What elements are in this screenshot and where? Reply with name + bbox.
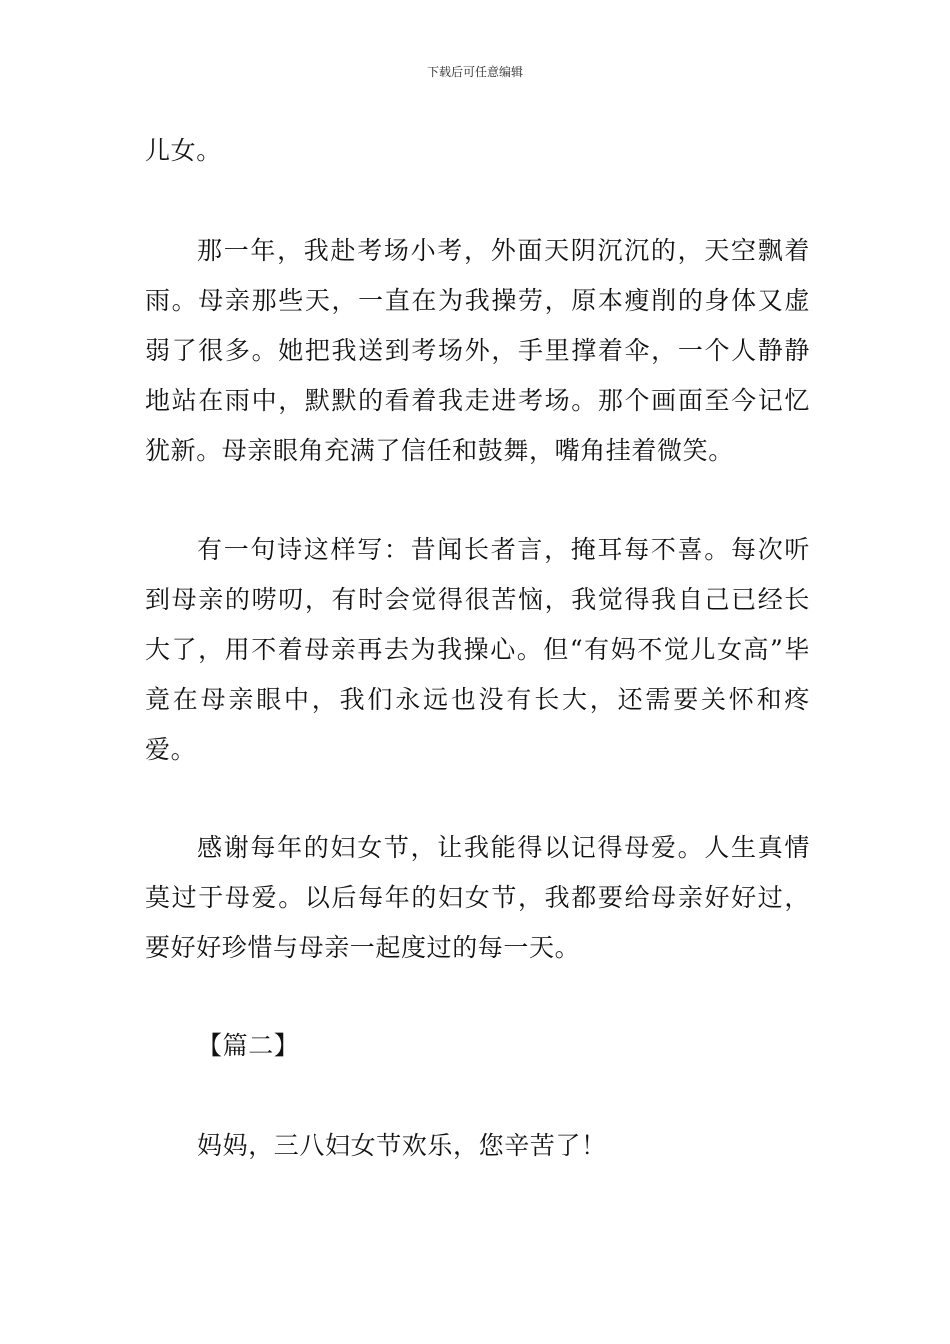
page-header: 下载后可任意编辑 bbox=[426, 65, 523, 79]
paragraph-exam-memory: 那一年，我赴考场小考，外面天阴沉沉的，天空飘着雨。母亲那些天，一直在为我操劳，原本瘦削的身体又虚弱了很多。她把我送到考场外，手里撑着伞，一个人静静地站在雨中，默默的看着我走进考场。那个画面至今记忆犹新。母亲眼角充满了信任和鼓舞，嘴角挂着微笑。 bbox=[145, 236, 810, 465]
paragraph-continuation: 儿女。 bbox=[145, 136, 222, 165]
paragraph-gratitude: 感谢每年的妇女节，让我能得以记得母爱。人生真情莫过于母爱。以后每年的妇女节，我都要给母亲好好过，要好好珍惜与母亲一起度过的每一天。 bbox=[145, 833, 810, 962]
paragraph-poem: 有一句诗这样写：昔闻长者言，掩耳每不喜。每次听到母亲的唠叨，有时会觉得很苦恼，我觉得我自己已经长大了，用不着母亲再去为我操心。但“有妈不觉儿女高”毕竟在母亲眼中，我们永远也没有长大，还需要关怀和疼爱。 bbox=[145, 535, 810, 764]
section-heading: 【篇二】 bbox=[197, 1031, 300, 1060]
paragraph-greeting: 妈妈，三八妇女节欢乐，您辛苦了！ bbox=[197, 1131, 607, 1160]
